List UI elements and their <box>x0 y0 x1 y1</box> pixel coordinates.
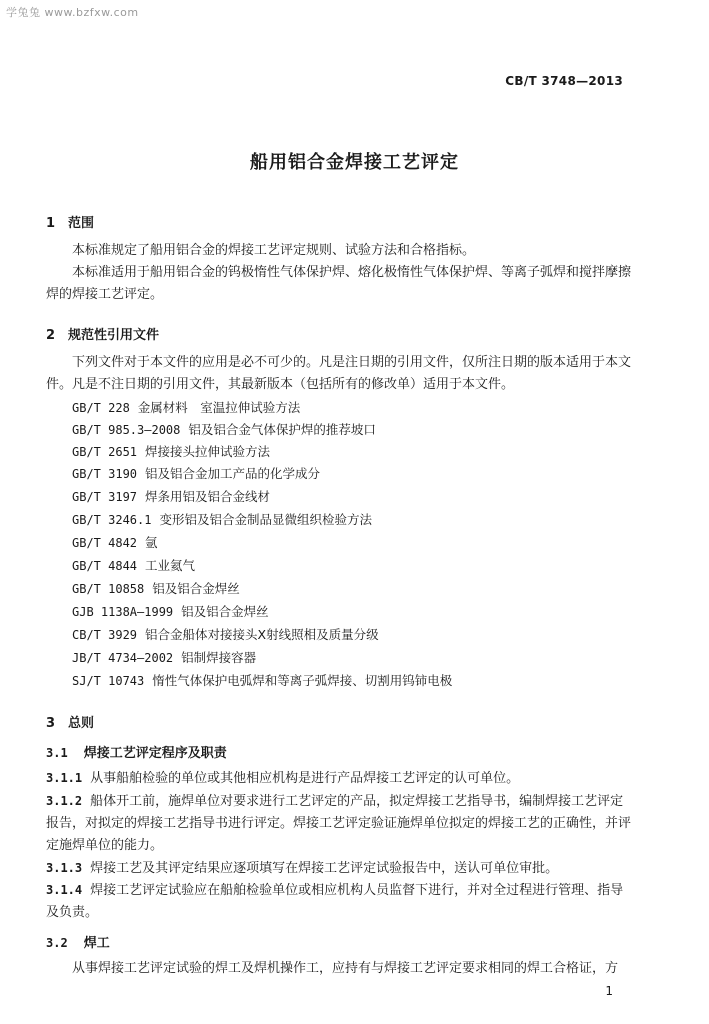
reference-item <box>72 671 452 689</box>
section-number: 1 <box>46 216 56 231</box>
section-2-intro-line-1: 下列文件对于本文件的应用是必不可少的。凡是注日期的引用文件，仅所注日期的版本适用于本文 <box>72 355 632 370</box>
clause-number: 3.1.2 <box>46 794 83 808</box>
document-title: 船用铝合金焊接工艺评定 <box>250 152 459 173</box>
reference-title: 铝制焊接容器 <box>181 650 257 665</box>
clause-3-1-1 <box>46 768 519 789</box>
reference-title: 金属材料 室温拉伸试验方法 <box>137 400 301 415</box>
section-number: 3 <box>46 716 56 731</box>
clause-text: 焊接工艺评定试验应在船舶检验单位或相应机构人员监督下进行，并对全过程进行管理、指导 <box>90 883 624 898</box>
section-number: 2 <box>46 328 56 343</box>
subsection-3-2-heading <box>46 932 110 951</box>
reference-code: GB/T 4844 <box>72 559 138 573</box>
reference-title: 工业氦气 <box>145 558 196 573</box>
reference-title: 惰性气体保护电弧焊和等离子弧焊接、切割用钨铈电极 <box>152 673 453 688</box>
section-title: 规范性引用文件 <box>68 328 160 343</box>
reference-item <box>72 464 320 482</box>
reference-title: 铝合金船体对接接头X射线照相及质量分级 <box>145 627 379 642</box>
subsection-title: 焊工 <box>83 936 110 951</box>
reference-code: GB/T 985.3—2008 <box>72 423 181 437</box>
reference-title: 焊条用铝及铝合金线材 <box>145 489 271 504</box>
subsection-number: 3.1 <box>46 746 68 760</box>
reference-title: 铝及铝合金焊丝 <box>152 581 240 596</box>
reference-code: GB/T 4842 <box>72 536 138 550</box>
subsection-3-1-heading <box>46 742 227 761</box>
reference-title: 变形铝及铝合金制品显微组织检验方法 <box>159 512 372 527</box>
clause-3-1-2-line-3: 定施焊单位的能力。 <box>46 838 164 853</box>
reference-item <box>72 602 269 620</box>
clause-3-1-4-line-1 <box>46 880 623 901</box>
section-1-heading <box>46 212 94 231</box>
clause-number: 3.1.3 <box>46 861 83 875</box>
subsection-3-2-line-1: 从事焊接工艺评定试验的焊工及焊机操作工，应持有与焊接工艺评定要求相同的焊工合格证，方 <box>72 961 619 976</box>
section-3-heading <box>46 712 94 731</box>
section-1-para-1: 本标准规定了船用铝合金的焊接工艺评定规则、试验方法和合格指标。 <box>72 243 476 258</box>
reference-title: 铝及铝合金加工产品的化学成分 <box>145 466 321 481</box>
reference-code: CB/T 3929 <box>72 628 138 642</box>
reference-code: JB/T 4734—2002 <box>72 651 174 665</box>
reference-item <box>72 510 372 528</box>
section-1-para-2-line-2: 焊的焊接工艺评定。 <box>46 287 164 302</box>
reference-title: 铝及铝合金焊丝 <box>181 604 269 619</box>
reference-item <box>72 625 379 643</box>
reference-code: GJB 1138A—1999 <box>72 605 174 619</box>
section-1-para-2-line-1: 本标准适用于船用铝合金的钨极惰性气体保护焊、熔化极惰性气体保护焊、等离子弧焊和搅拌摩擦 <box>72 265 632 280</box>
section-2-heading <box>46 324 159 343</box>
standard-code: CB/T 3748—2013 <box>505 74 623 88</box>
reference-title: 氩 <box>145 535 158 550</box>
clause-3-1-2-line-1 <box>46 791 623 812</box>
subsection-number: 3.2 <box>46 936 68 950</box>
section-title: 总则 <box>68 716 95 731</box>
clause-number: 3.1.4 <box>46 883 83 897</box>
reference-item <box>72 648 256 666</box>
reference-item <box>72 487 270 505</box>
clause-number: 3.1.1 <box>46 771 83 785</box>
reference-title: 焊接接头拉伸试验方法 <box>145 444 271 459</box>
reference-item <box>72 579 240 597</box>
clause-text: 船体开工前，施焊单位对要求进行工艺评定的产品，拟定焊接工艺指导书，编制焊接工艺评定 <box>90 794 624 809</box>
watermark: 学兔兔 www.bzfxw.com <box>6 6 139 19</box>
clause-text: 从事船舶检验的单位或其他相应机构是进行产品焊接工艺评定的认可单位。 <box>90 771 520 786</box>
page-number: 1 <box>605 984 613 998</box>
clause-3-1-3 <box>46 858 558 879</box>
reference-title: 铝及铝合金气体保护焊的推荐坡口 <box>188 422 376 437</box>
reference-code: GB/T 3246.1 <box>72 513 152 527</box>
section-2-intro-line-2: 件。凡是不注日期的引用文件，其最新版本（包括所有的修改单）适用于本文件。 <box>46 377 515 392</box>
reference-code: GB/T 228 <box>72 401 130 415</box>
reference-code: GB/T 3190 <box>72 467 138 481</box>
subsection-title: 焊接工艺评定程序及职责 <box>83 746 227 761</box>
clause-3-1-2-line-2: 报告，对拟定的焊接工艺指导书进行评定。焊接工艺评定验证施焊单位拟定的焊接工艺的正确性，并评 <box>46 816 632 831</box>
reference-item <box>72 442 270 460</box>
clause-text: 焊接工艺及其评定结果应逐项填写在焊接工艺评定试验报告中，送认可单位审批。 <box>90 861 559 876</box>
reference-code: SJ/T 10743 <box>72 674 145 688</box>
reference-item <box>72 420 376 438</box>
reference-item <box>72 398 300 416</box>
reference-code: GB/T 3197 <box>72 490 138 504</box>
reference-code: GB/T 2651 <box>72 445 138 459</box>
reference-code: GB/T 10858 <box>72 582 145 596</box>
clause-3-1-4-line-2: 及负责。 <box>46 905 99 920</box>
reference-item <box>72 556 195 574</box>
reference-item <box>72 533 158 551</box>
section-title: 范围 <box>68 216 95 231</box>
